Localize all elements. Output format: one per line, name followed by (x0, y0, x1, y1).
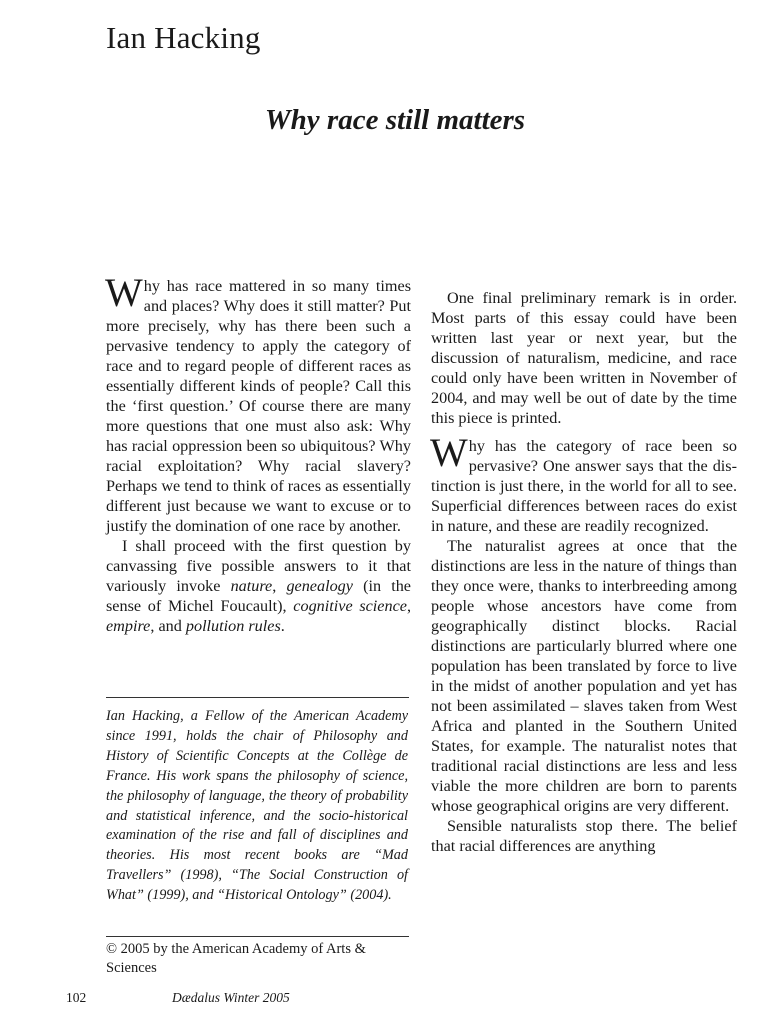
emphasis-cognitive-science: cognitive science (293, 597, 407, 615)
paragraph-text: I shall proceed with the first question by canvassing five possible answers to it that variously invoke (106, 537, 411, 595)
paragraph-text: , (406, 597, 412, 615)
journal-name: Dædalus Winter 2005 (172, 990, 290, 1005)
paragraph-text: hy has the category of race been so pervasive? One answer says that the distinction is just there, in the world for all to see. Superficial differences between races do exist in nature, and these are readily recognized. (431, 437, 737, 535)
article-title: Why race still matters (264, 104, 526, 136)
paragraph-text: , (272, 577, 287, 595)
copyright-notice: © 2005 by the American Academy of Arts & Sciences (106, 941, 366, 976)
author-bio: Ian Hacking, a Fellow of the American Academy since 1991, holds the chair of Philosophy and History of Scientific Concepts at the Collège de France. His work spans the philosophy of science, the philosophy of language, the theory of probability and statistical inference, and the socio-historical examination of the rise and fall of disciplines and theories. His most recent books are “Mad Travellers” (1998), “The Social Construction of What” (1999), and “Historical Ontology” (2004). (106, 708, 408, 904)
paragraph-text: hy has race mattered in so many times and places? Why does it still matter? Put more precisely, why has there been such a pervasive tendency to apply the category of race and to regard people of different races as essentially different kinds of people? Call this the ‘first question.’ Of course there are many more questions that one must also ask: Why has racial oppression been so ubiquitous? Why racial exploitation? Why racial slavery? Perhaps we tend to think of races as essentially different just because we want to excuse or to justify the domination of one race by another. (106, 277, 411, 535)
right-column (431, 288, 737, 856)
copyright-divider (106, 936, 409, 937)
page-number: 102 (66, 990, 87, 1005)
author-name: Ian Hacking (106, 20, 261, 55)
paragraph-text: . (280, 617, 285, 635)
body-paragraph: The naturalist agrees at once that the distinctions are less in the nature of things than they once were, thanks to interbreeding among people whose ancestors have come from geographically distinct blocks. Racial distinctions are particularly blurred where one population has been translated by force to live in the midst of another population and yet has not been assimilated – slaves taken from West Africa and planted in the Southern United States, for example. The naturalist notes that traditional racial distinctions are less and less viable the more children are born to parents whose geographical origins are very different. (431, 537, 737, 815)
body-paragraph (430, 430, 737, 536)
paragraph-text: (in the sense of Michel Foucault), (106, 577, 411, 615)
emphasis-nature: nature (230, 577, 273, 595)
emphasis-genealogy: genealogy (286, 577, 353, 595)
drop-cap: W (430, 430, 468, 475)
paragraph-text: , and (150, 617, 186, 635)
bio-divider (106, 697, 409, 698)
body-paragraph: One final preliminary remark is in order. Most parts of this essay could have been written last year or next year, but the discussion of naturalism, medicine, and race could only have been written in November of 2004, and may well be out of date by the time this piece is printed. (431, 289, 737, 427)
emphasis-empire: empire (106, 617, 151, 635)
drop-cap: W (105, 270, 143, 315)
emphasis-pollution-rules: pollution rules (185, 617, 281, 635)
body-paragraph (105, 270, 411, 536)
body-paragraph (106, 536, 411, 636)
left-column (105, 270, 412, 636)
body-paragraph: Sensible naturalists stop there. The belief that racial differences are anything (431, 817, 737, 855)
